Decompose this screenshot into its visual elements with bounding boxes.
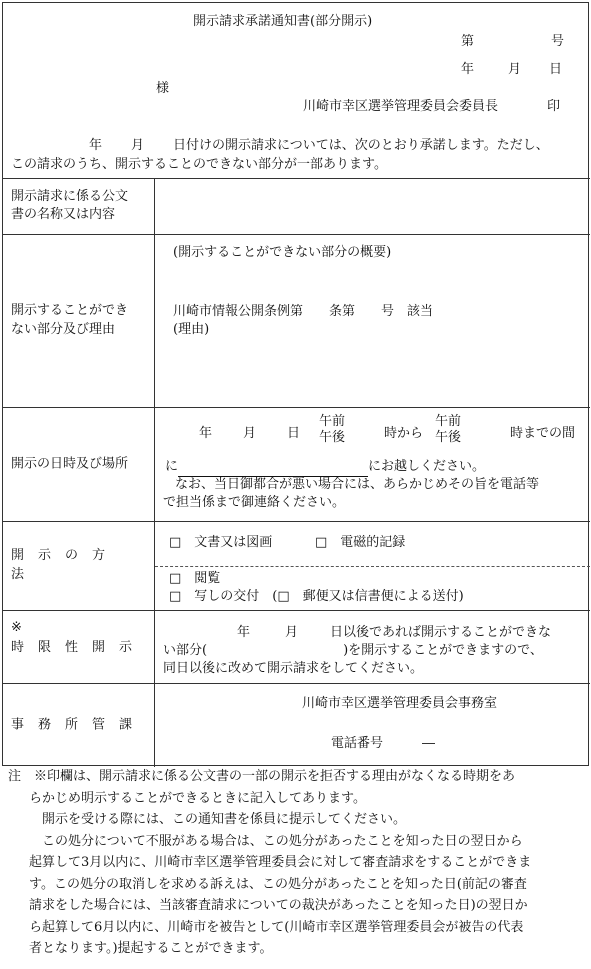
note-line-9: 者となります。)提起することができます。 — [16, 941, 273, 956]
note-line-4: この処分について不服がある場合は、この処分があったことを知った日の翌日から — [16, 833, 523, 849]
row-undisclosed — [3, 235, 590, 408]
end-pm: 午後 — [435, 430, 462, 446]
option-documents[interactable]: □ 文書又は図画 — [169, 535, 273, 550]
note-line-8: ら起算して6月以内に、川崎市を被告として(川崎市幸区選挙管理委員会が被告の代表 — [16, 919, 524, 935]
start-am: 午前 — [319, 414, 346, 429]
limited-month-label: 月 — [285, 625, 299, 640]
note-line-3: 開示を受ける際には、この通知書を係員に提示してください。 — [16, 812, 407, 827]
end-ampm — [435, 414, 461, 447]
limited-mark: ※ — [11, 620, 22, 635]
undisclosed-summary-heading: (開示することができない部分の概要) — [173, 245, 392, 260]
undisclosed-label-line2: ない部分及び理由 — [11, 322, 116, 337]
notice-header — [3, 3, 590, 179]
from-label: 時から — [384, 426, 424, 441]
intro-month-label: 月 — [131, 138, 145, 153]
row-limited-disclosure — [3, 611, 590, 684]
seal-mark: 印 — [547, 99, 561, 114]
office-name: 川崎市幸区選挙管理委員会事務室 — [302, 696, 498, 711]
option-electronic[interactable]: □ 電磁的記録 — [315, 535, 406, 550]
row-datetime-place — [3, 408, 590, 522]
document-name-label-line2: 書の名称又は内容 — [11, 207, 116, 223]
page-title: 開示請求承諾通知書(部分開示) — [193, 14, 373, 29]
intro-text-line1: 日付けの開示請求については、次のとおり承諾します。ただし、 — [173, 138, 549, 153]
visit-year-label: 年 — [199, 426, 213, 441]
note-line-7: 請求をした場合には、当該審査請求についての裁決があったことを知った日)の翌日か — [16, 898, 528, 913]
method-label-text: 開示の方法 — [11, 548, 120, 582]
contact-note-line2: で担当係まで御連絡ください。 — [163, 495, 346, 510]
note-line-6: す。この処分の取消しを求める訴えは、この処分があったことを知った日(前記の審査 — [16, 876, 527, 892]
datetime-place-label: 開示の日時及び場所 — [11, 456, 129, 472]
reason-heading: (理由) — [173, 322, 210, 337]
row-method — [3, 522, 590, 611]
document-name-value — [155, 179, 590, 234]
undisclosed-label-line1: 開示することができ — [11, 303, 129, 319]
number-dai: 第 — [461, 34, 475, 49]
limited-line1: 日以後であれば開示することができな — [330, 625, 552, 640]
limited-line3: 同日以後に改めて開示請求をしてください。 — [163, 661, 424, 676]
limited-year-label: 年 — [237, 625, 251, 640]
method-label — [11, 547, 139, 585]
row-document-name — [3, 179, 590, 235]
notice-form — [2, 2, 589, 766]
document-name-label-line1: 開示請求に係る公文 — [11, 188, 129, 204]
date-day-label: 日 — [549, 62, 563, 77]
number-go: 号 — [551, 34, 565, 49]
addressee-suffix: 様 — [156, 81, 170, 96]
note-line-2: らかじめ明示することができるときに記入してあります。 — [16, 790, 366, 806]
visit-place-line — [165, 458, 485, 477]
start-ampm — [319, 414, 345, 447]
place-blank — [178, 463, 368, 477]
contact-note-line1: なお、当日御都合が悪い場合には、あらかじめその旨を電話等 — [175, 477, 540, 492]
date-month-label: 月 — [508, 62, 522, 77]
note-line-1: 注 ※印欄は、開示請求に係る公文書の一部の開示を拒否する理由がなくなる時期をあ — [8, 769, 516, 784]
until-label: 時までの間 — [510, 426, 576, 441]
intro-text-line2: この請求のうち、開示することのできない部分が一部あります。 — [11, 157, 387, 172]
limited-line2 — [163, 642, 543, 661]
intro-year-label: 年 — [89, 138, 103, 153]
date-year-label: 年 — [461, 62, 475, 77]
office-label: 事務所管課 — [11, 717, 147, 733]
option-viewing[interactable]: □ 閲覧 — [169, 571, 221, 586]
ordinance-reference: 川崎市情報公開条例第 条第 号 該当 — [173, 304, 434, 319]
end-am: 午前 — [435, 414, 462, 429]
option-copy[interactable]: □ 写しの交付 (□ 郵便又は信書便による送付) — [169, 589, 464, 604]
visit-day-label: 日 — [287, 426, 301, 441]
visit-month-label: 月 — [243, 426, 257, 441]
limited-line2-tail: )を開示することができますので、 — [343, 643, 543, 658]
start-pm: 午後 — [319, 430, 346, 446]
office-phone: 電話番号 ― — [331, 736, 436, 751]
row-office — [3, 684, 590, 767]
limited-line2-head: い部分( — [163, 643, 208, 658]
note-line-5: 起算して3月以内に、川崎市幸区選挙管理委員会に対して審査請求をすることができま — [16, 855, 532, 870]
method-divider — [155, 566, 590, 567]
limited-label: 時限性開示 — [11, 640, 147, 655]
sender-name: 川崎市幸区選挙管理委員会委員長 — [303, 99, 499, 114]
visit-request: にお越しください。 — [368, 459, 486, 474]
place-prefix: に — [165, 459, 179, 474]
notes-section — [8, 766, 588, 960]
